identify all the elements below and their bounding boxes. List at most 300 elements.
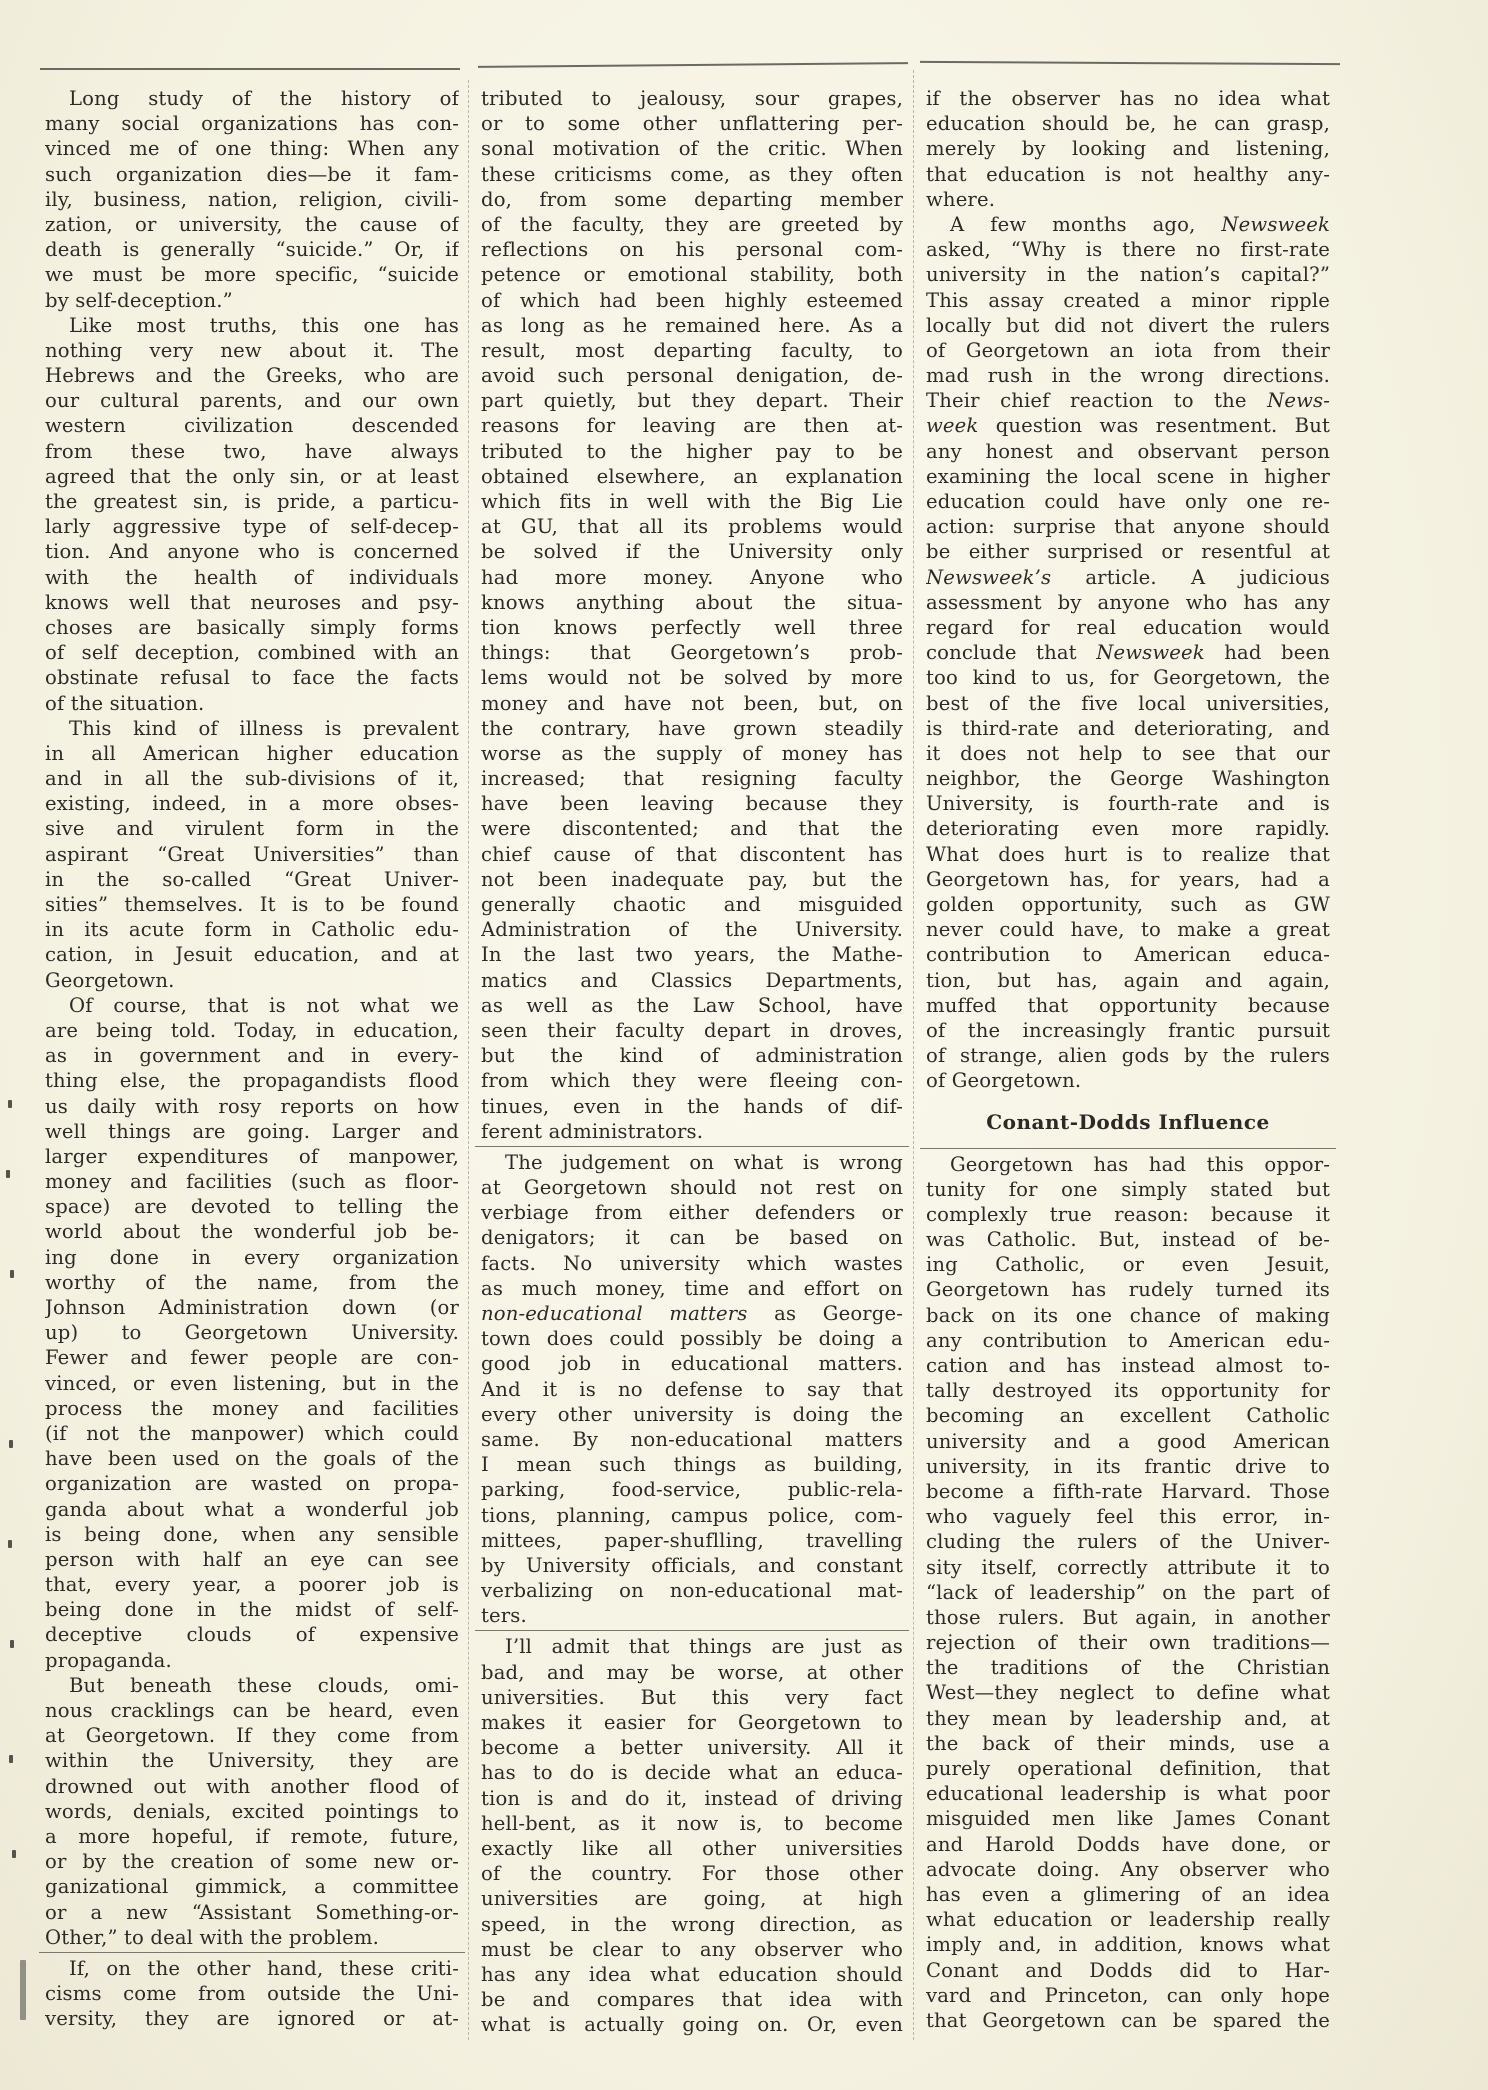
text-run: Georgetown has rudely turned its [926,1278,1330,1302]
text-run: worthy of the name, from the [45,1270,459,1294]
text-run: verbiage from either defenders or [481,1201,903,1225]
text-run: words, denials, excited pointings to [45,1799,459,1823]
text-line [481,942,903,967]
text-run: these criticisms come, as they often [481,162,903,186]
section-divider [39,1952,465,1953]
article-column-2 [481,86,903,2037]
text-run: of the faculty, they are greeted by [481,212,903,236]
text-run: locally but did not divert the rulers [926,313,1330,337]
text-line [45,1219,459,1244]
text-line [481,1351,903,1376]
text-line [45,1874,459,1899]
text-run: within the University, they are [45,1749,459,1773]
text-line [45,1673,459,1698]
italic-text: Newsweek [1096,641,1205,665]
text-run: Other,” to deal with the problem. [45,1925,379,1949]
text-line [481,439,903,464]
text-run: up) to Georgetown University. [45,1321,459,1345]
text-line [481,1018,903,1043]
text-line [481,136,903,161]
text-run: Hebrews and the Greeks, who are [45,364,459,388]
text-run: In the last two years, the Mathe- [481,943,903,967]
text-run: bad, and may be worse, at other [481,1660,903,1684]
text-run: education should be, he can grasp, [926,112,1330,136]
text-line [45,288,459,313]
text-line [45,464,459,489]
text-run: Administration of the University. [481,918,903,942]
text-run: regard for real education would [926,615,1330,639]
text-line [45,615,459,640]
text-line [45,237,459,262]
text-run: death is generally “suicide.” Or, if [45,238,459,262]
text-run: many social organizations has con- [45,112,459,136]
text-run: space) are devoted to telling the [45,1195,459,1219]
text-line [45,1421,459,1446]
column-divider-1 [468,80,469,2040]
text-run: This kind of illness is prevalent [69,716,459,740]
text-line [45,388,459,413]
text-run: become a better university. All it [481,1736,903,1760]
text-line [481,187,903,212]
text-run: ganizational gimmick, a committee [45,1875,459,1899]
text-line [926,313,1330,338]
text-run: the greatest sin, is pride, a particu- [45,490,459,513]
text-run: become a fifth-rate Harvard. Those [926,1479,1330,1503]
text-line [926,691,1330,716]
text-line [481,640,903,665]
text-line [926,439,1330,464]
text-run: generally chaotic and misguided [481,893,903,916]
text-run: every other university is doing the [481,1402,903,1426]
text-run: the contrary, have grown steadily [481,716,903,740]
text-line [481,1861,903,1886]
text-run: hell-bent, as it now is, to become [481,1811,903,1835]
text-line [481,1094,903,1119]
text-run: rejection of their own traditions— [926,1631,1330,1655]
text-line [926,1504,1330,1529]
text-run: as well as the Law School, have [481,993,903,1017]
text-line [926,842,1330,867]
text-run: as much money, time and effort on [481,1276,903,1300]
text-line [45,766,459,791]
text-line [481,968,903,993]
text-run: with the health of individuals [45,565,459,589]
text-line [926,565,1330,590]
text-line [926,1907,1330,1932]
text-run: have been used on the goals of the [45,1447,459,1471]
text-line [481,892,903,917]
text-line [926,1152,1330,1177]
text-run: not been inadequate pay, but the [481,867,903,891]
text-line [481,1660,903,1685]
text-run: such organization dies—be it fam- [45,162,459,186]
text-line [45,1119,459,1144]
text-line [481,1912,903,1937]
text-run: Johnson Administration down (or [45,1296,459,1319]
text-line [926,514,1330,539]
text-line [45,1547,459,1572]
text-line [45,917,459,942]
text-line [45,867,459,892]
text-line [45,565,459,590]
text-line [481,338,903,363]
text-run: best of the five local universities, [926,691,1330,715]
text-run: person with half an eye can see [45,1547,459,1571]
text-line [481,86,903,111]
text-run: that Georgetown can be spared the [926,2008,1330,2032]
text-line [926,1655,1330,1680]
text-line [481,262,903,287]
text-run: was Catholic. But, instead of be- [926,1228,1330,1252]
text-run: where. [926,187,996,211]
text-line [926,1252,1330,1277]
text-run: reflections on his personal com- [481,238,903,262]
text-run: Of course, that is not what we [69,993,459,1017]
text-run: as George- [747,1302,903,1325]
text-run: be either surprised or resentful at [926,540,1330,564]
text-line [926,1806,1330,1831]
text-run: that, every year, a poorer job is [45,1573,459,1597]
text-line [45,262,459,287]
text-line [45,1320,459,1345]
text-line [45,1824,459,1849]
text-line [45,1396,459,1421]
text-line [45,539,459,564]
text-run: tributed to jealousy, sour grapes, [481,87,903,110]
text-run: parking, food-service, public-rela- [481,1478,903,1502]
text-line [926,1605,1330,1630]
text-run: in all American higher education [45,741,459,765]
italic-text: News- [1267,389,1330,413]
text-line [45,86,459,111]
text-run: what is actually going on. Or, even [481,2013,903,2037]
text-line [45,162,459,187]
text-run: larly aggressive type of self-decep- [45,515,459,539]
text-line [481,1634,903,1659]
italic-text: Newsweek’s [926,565,1052,589]
text-line [45,1194,459,1219]
text-line [481,1175,903,1200]
text-line [481,1251,903,1276]
text-line [926,1958,1330,1983]
text-run: do, from some departing member [481,187,903,211]
text-run: sities” themselves. It is to be found [45,893,459,916]
text-run: what education or leadership really [926,1908,1330,1932]
text-line [45,1597,459,1622]
text-run: or by the creation of some new or- [45,1850,459,1874]
text-run: tion, but has, again and again, [926,968,1330,992]
text-line [481,993,903,1018]
text-line [926,162,1330,187]
text-run: propaganda. [45,1648,172,1672]
text-line [45,212,459,237]
text-line [45,1900,459,1925]
text-run: from which they were fleeing con- [481,1069,903,1093]
text-run: good job in educational matters. [481,1352,903,1376]
text-line [926,1529,1330,1554]
text-run: This assay created a minor ripple [926,288,1330,312]
text-run: they mean by leadership and, at [926,1706,1330,1730]
text-run: cluding the rulers of the Univer- [926,1530,1330,1554]
text-line [45,741,459,766]
text-run: knows anything about the situa- [481,590,903,614]
text-run: ing Catholic, or even Jesuit, [926,1253,1330,1277]
text-line [926,1403,1330,1428]
text-line [926,1932,1330,1957]
text-run: Georgetown has had this oppor- [950,1152,1330,1176]
text-run: university in the nation’s capital?” [926,263,1330,287]
text-run: agreed that the only sin, or at least [45,464,459,488]
text-line [926,590,1330,615]
text-line [45,1648,459,1673]
text-line [926,1429,1330,1454]
text-line [45,691,459,716]
text-run: sonal motivation of the critic. When [481,137,903,161]
text-run: educational leadership is what poor [926,1782,1330,1806]
text-line [926,968,1330,993]
text-line [926,615,1330,640]
text-line [45,816,459,841]
text-run: article. A judicious [1051,565,1330,589]
text-line [926,86,1330,111]
text-run: I mean such things as building, [481,1453,903,1477]
text-run: that education is not healthy any- [926,162,1330,186]
text-line [926,1454,1330,1479]
text-run: “lack of leadership” on the part of [926,1580,1330,1604]
text-line [45,1094,459,1119]
text-run: exactly like all other universities [481,1836,903,1860]
text-line [926,288,1330,313]
text-run: chief cause of that discontent has [481,842,903,866]
text-run: being done in the midst of self- [45,1598,459,1622]
text-run: be and compares that idea with [481,1988,903,2012]
text-line [45,1068,459,1093]
text-run: our cultural parents, and our own [45,389,459,413]
text-line [926,1781,1330,1806]
text-line [926,1177,1330,1202]
text-run: vinced, or even listening, but in the [45,1371,459,1395]
text-run: mittees, paper-shuflling, travelling [481,1528,903,1552]
text-run: universities. But this very fact [481,1685,903,1709]
text-run: tion. And anyone who is concerned [45,540,459,564]
text-line [481,1937,903,1962]
text-run: tinues, even in the hands of dif- [481,1094,903,1118]
article-column-3 [926,86,1330,2033]
text-line [481,1301,903,1326]
text-line [481,791,903,816]
text-line [481,1477,903,1502]
text-line [926,262,1330,287]
text-line [481,1276,903,1301]
text-line [45,1925,459,1950]
text-line [481,388,903,413]
text-line [926,1832,1330,1857]
text-line [926,1680,1330,1705]
text-run: Conant-Dodds Influence [986,1109,1270,1134]
text-run: Fewer and fewer people are con- [45,1346,459,1370]
text-line [926,1983,1330,2008]
text-run: were discontented; and that the [481,817,903,841]
text-run: it does not help to see that our [926,741,1330,765]
text-run: sity itself, correctly attribute it to [926,1555,1330,1579]
text-run: avoid such personal denigation, de- [481,364,903,388]
text-line [45,1799,459,1824]
text-line [926,388,1330,413]
text-line [45,1522,459,1547]
section-divider [475,1146,909,1147]
text-line [45,1471,459,1496]
text-line [481,917,903,942]
text-line [481,1786,903,1811]
text-run: obstinate refusal to face the facts [45,666,459,690]
text-run: nothing very new about it. The [45,338,459,362]
text-line [481,514,903,539]
text-line [45,942,459,967]
text-line [481,464,903,489]
text-line [45,1169,459,1194]
text-line [481,1200,903,1225]
text-run: same. By non-educational matters [481,1427,903,1451]
text-line [481,1553,903,1578]
text-run: Long study of the history of [69,87,459,110]
text-line [45,640,459,665]
text-line [45,1295,459,1320]
text-run: golden opportunity, such as GW [926,893,1330,916]
section-heading [926,1102,1330,1142]
text-run: as long as he remained here. As a [481,313,903,337]
text-line [481,1886,903,1911]
text-line [481,1760,903,1785]
text-run: ters. [481,1604,527,1628]
text-run: complexly true reason: because it [926,1202,1330,1226]
text-run: of which had been highly esteemed [481,288,903,312]
text-run: in the so-called “Great Univer- [45,867,459,891]
text-run: action: surprise that anyone should [926,515,1330,539]
text-run: makes it easier for Georgetown to [481,1711,903,1734]
text-run: University, is fourth-rate and is [926,792,1330,816]
text-run: But beneath these clouds, omi- [69,1673,459,1697]
text-line [926,1731,1330,1756]
scan-marks [0,0,30,2090]
text-run: which fits in well with the Big Lie [481,490,903,513]
text-line [45,1270,459,1295]
text-run: well things are going. Larger and [45,1119,459,1143]
text-line [481,1685,903,1710]
text-run: has even a glimering of an idea [926,1882,1330,1906]
text-line [481,590,903,615]
text-run: versity, they are ignored or at- [45,2007,459,2031]
text-run: speed, in the wrong direction, as [481,1912,903,1936]
text-line [926,136,1330,161]
text-run: university and a good American [926,1429,1330,1453]
text-run: cation and has instead almost to- [926,1354,1330,1377]
text-line [481,1225,903,1250]
text-line [926,363,1330,388]
text-line [926,942,1330,967]
text-line [481,1603,903,1628]
text-run: of Georgetown. [926,1069,1082,1093]
text-line [45,1043,459,1068]
text-run: at Georgetown should not rest on [481,1176,903,1200]
text-line [926,1018,1330,1043]
text-run: contribution to American educa- [926,943,1330,967]
text-line [481,1836,903,1861]
text-line [45,1956,459,1981]
text-line [481,1578,903,1603]
text-run: drowned out with another flood of [45,1774,459,1798]
text-line [926,766,1330,791]
text-run: cation, in Jesuit education, and at [45,943,459,967]
italic-text: week [926,414,979,438]
text-run: knows well that neuroses and psy- [45,590,459,614]
text-line [926,1555,1330,1580]
article-column-1 [45,86,459,2031]
text-run: things: that Georgetown’s prob- [481,641,903,665]
text-line [481,1402,903,1427]
text-run: too kind to us, for Georgetown, the [926,666,1330,690]
text-run: those rulers. But again, in another [926,1605,1330,1629]
text-run: choses are basically simply forms [45,615,459,639]
text-run: imply and, in addition, knows what [926,1933,1330,1957]
text-run: by University officials, and constant [481,1553,903,1577]
text-line [45,1144,459,1169]
text-line [926,1353,1330,1378]
text-line [926,464,1330,489]
text-line [926,1202,1330,1227]
text-run: The judgement on what is wrong [505,1150,903,1174]
text-line [926,892,1330,917]
text-run: ily, business, nation, religion, civili- [45,187,459,211]
text-line [45,968,459,993]
text-line [926,917,1330,942]
text-line [926,1227,1330,1252]
text-run: is third-rate and deteriorating, and [926,716,1330,740]
text-run: sive and virulent form in the [45,817,459,841]
text-run: from these two, have always [45,439,459,463]
text-line [481,313,903,338]
text-line [45,363,459,388]
text-run: Their chief reaction to the [926,389,1268,413]
text-run: university, in its frantic drive to [926,1454,1330,1478]
text-run: if the observer has no idea what [926,87,1330,110]
text-line [926,1277,1330,1302]
text-line [45,1018,459,1043]
text-run: ganda about what a wonderful job [45,1497,459,1521]
text-run: Georgetown. [45,968,175,992]
text-line [481,1710,903,1735]
text-line [45,1572,459,1597]
text-line [45,993,459,1018]
text-line [45,111,459,136]
text-run: conclude that [926,641,1097,665]
text-line [45,892,459,917]
text-run: at Georgetown. If they come from [45,1724,459,1748]
text-run: zation, or university, the cause of [45,212,459,236]
text-run: ferent administrators. [481,1119,704,1143]
text-run: or to some other unflattering per- [481,112,903,136]
text-line [926,640,1330,665]
text-run: vinced me of one thing: When any [45,137,459,161]
text-run: money and facilities (such as floor- [45,1170,459,1194]
text-run: misguided men like James Conant [926,1807,1330,1831]
text-line [926,1882,1330,1907]
text-run: any contribution to American edu- [926,1328,1330,1352]
text-run: becoming an excellent Catholic [926,1404,1330,1428]
text-line [926,111,1330,136]
text-run: tion is and do it, instead of driving [481,1786,903,1810]
text-run: Like most truths, this one has [69,313,459,337]
text-run: deteriorating even more rapidly. [926,817,1330,841]
